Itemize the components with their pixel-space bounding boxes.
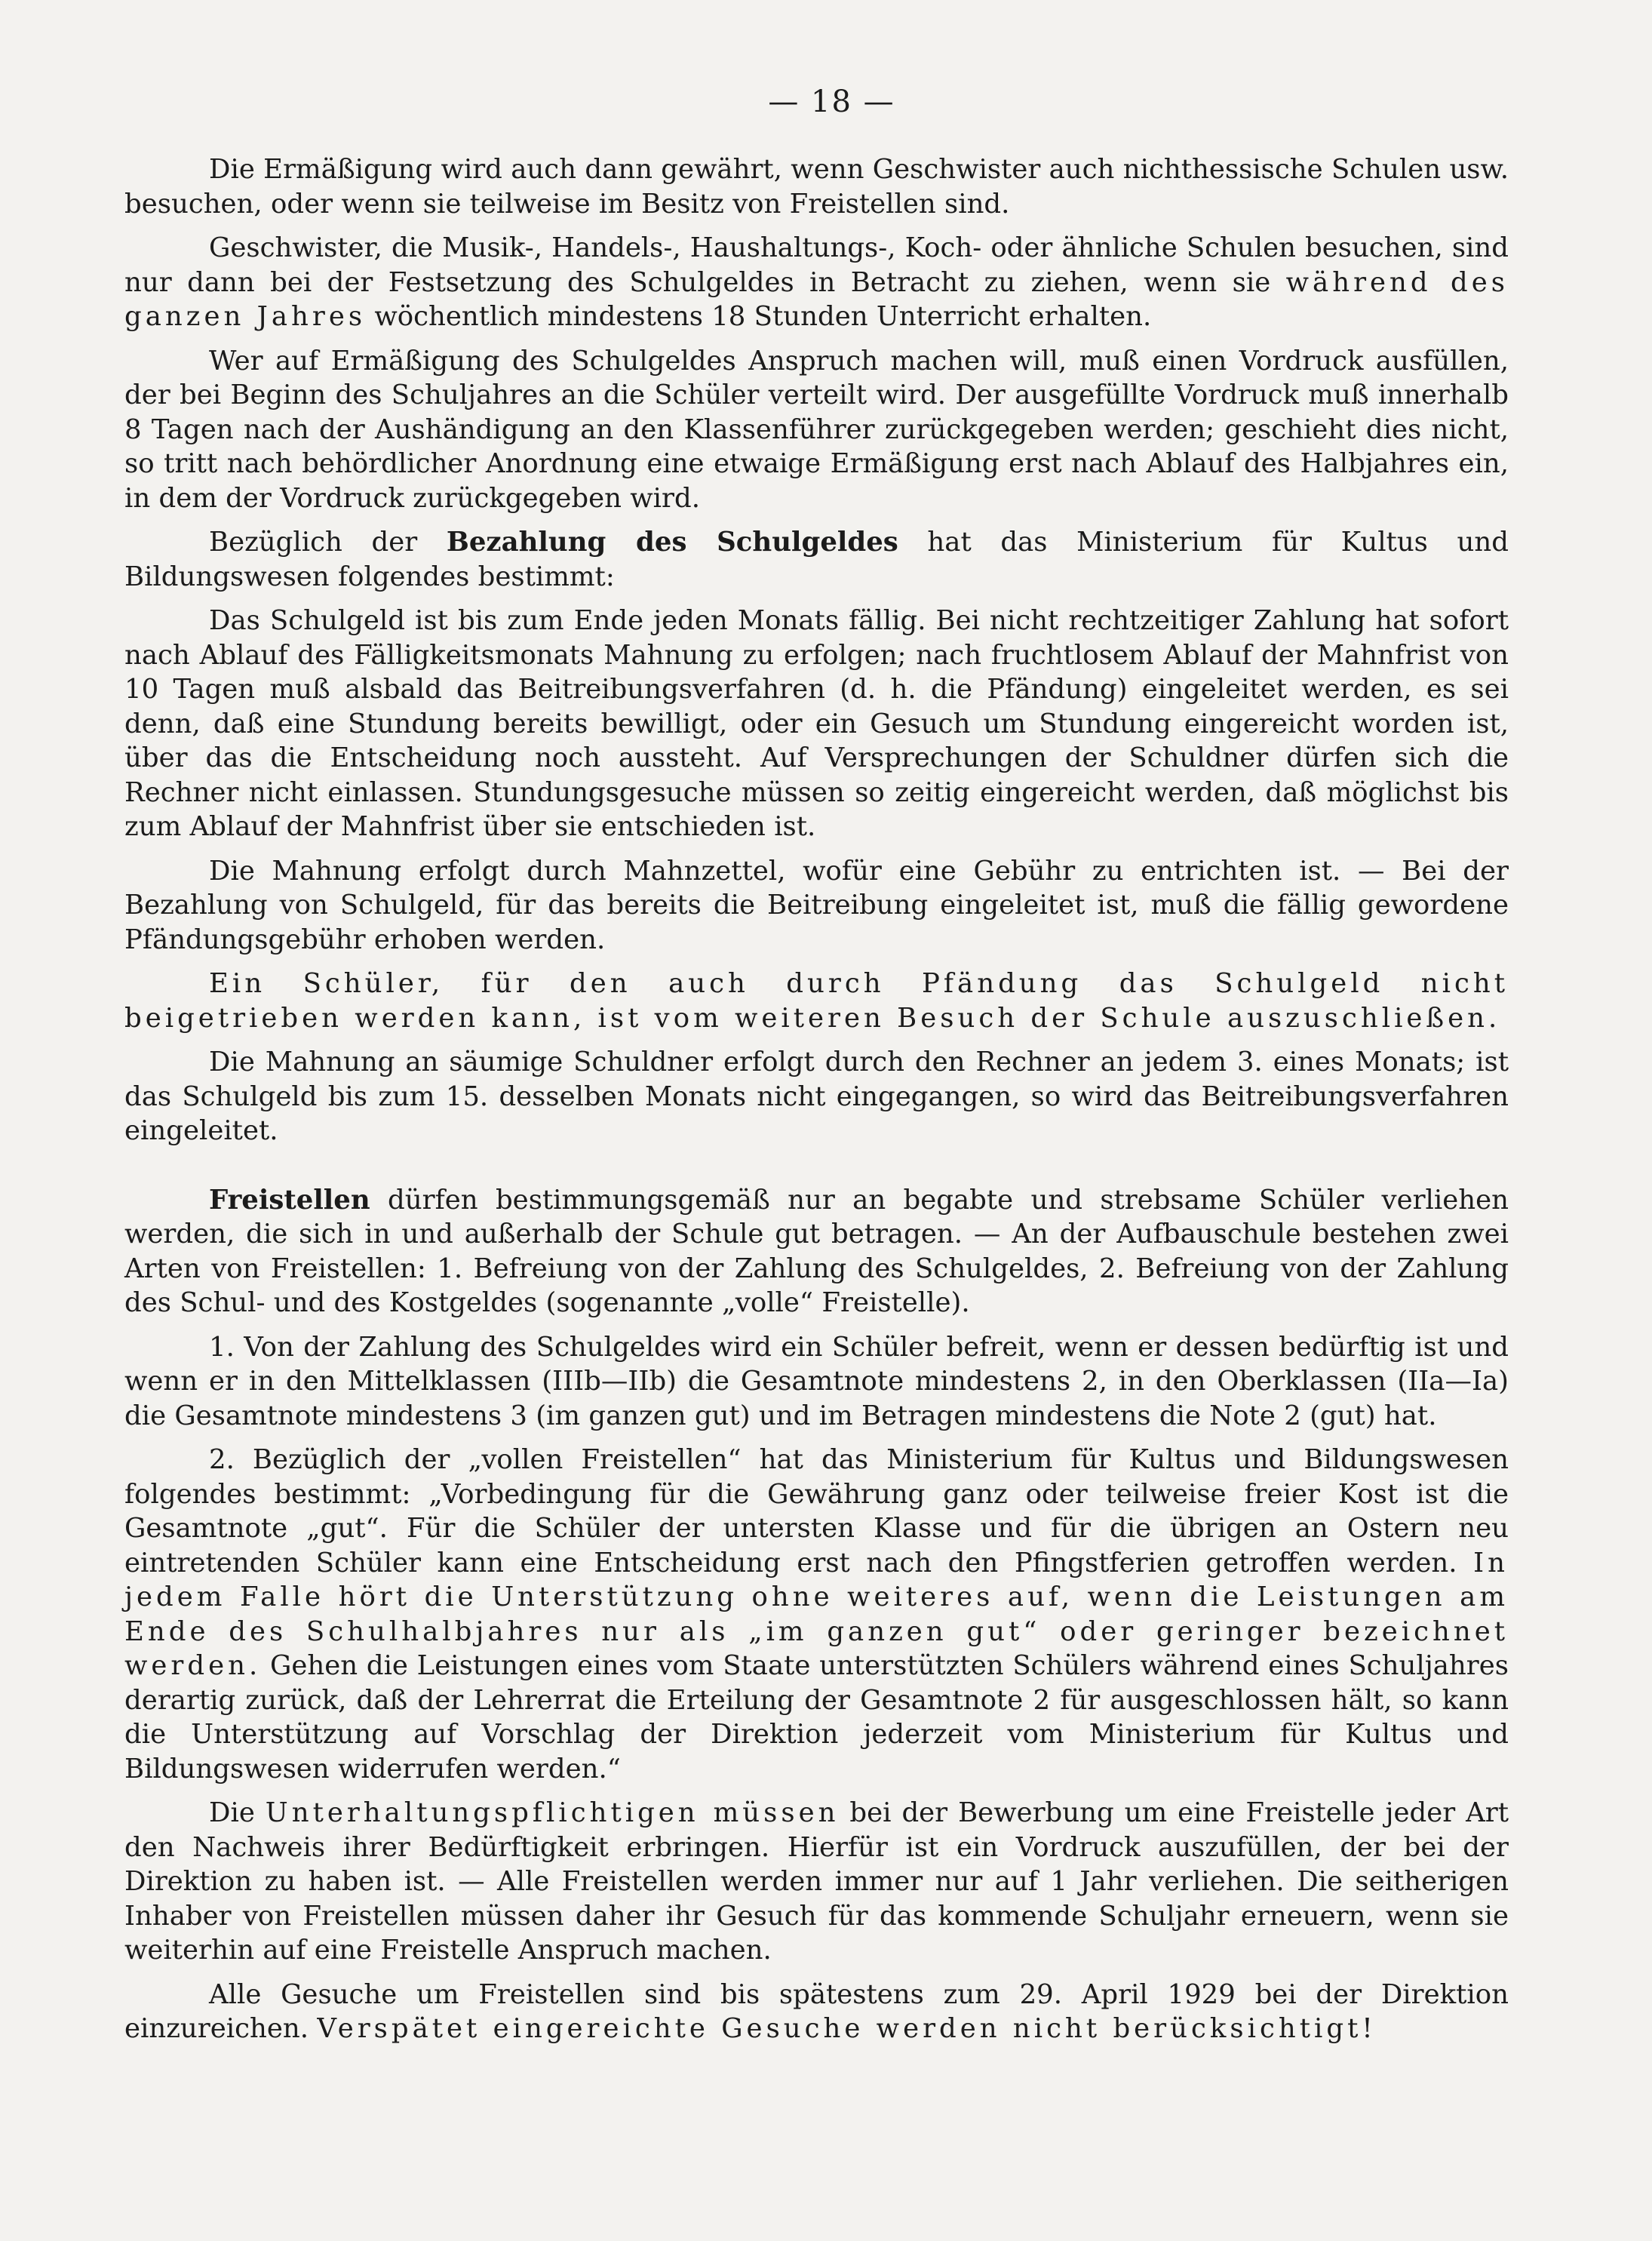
page-number: — 18 — <box>768 85 895 119</box>
text-run: Gehen die Leistungen eines vom Staate unterstützten Schülers während eines Schuljahres derartig zurück, daß der Lehrerrat die Erteilung der Gesamtnote 2 für ausgeschlossen hält, so kann die Unterstützung auf Vorschlag der Direktion jederzeit vom Ministerium für Kultus und Bildungswesen widerrufen werden.“ <box>124 1650 1509 1784</box>
paragraph-ermaessigung: Die Ermäßigung wird auch dann gewährt, wenn Geschwister auch nichthessische Schulen usw. besuchen, oder wenn sie teilweise im Besitz von Freistellen sind. <box>124 154 1509 220</box>
text-run: Geschwister, die Musik-, Handels-, Haushaltungs-, Koch- oder ähnliche Schulen besuchen, sind nur dann bei der Festsetzung des Schulgeldes in Betracht zu ziehen, wenn sie <box>124 232 1509 298</box>
text-run: wöchentlich mindestens 18 Stunden Unterricht erhalten. <box>366 301 1152 332</box>
bold-heading: Bezahlung des Schulgeldes <box>446 527 898 558</box>
emphasis-text: Unterhaltungspflichtigen müssen <box>265 1797 840 1828</box>
text-run: Bezüglich der <box>209 527 447 558</box>
paragraph-geschwister <box>124 231 1509 334</box>
paragraph-befreiung-schulgeld: 1. Von der Zahlung des Schulgeldes wird ein Schüler befreit, wenn er dessen bedürftig ist und wenn er in den Mittelklassen (IIIb—IIb) die Gesamtnote mindestens 2, in den Oberklassen (IIa—Ia) die Gesamtnote mindestens 3 (im ganzen gut) und im Betragen mindestens die Note 2 (gut) hat. <box>124 1331 1509 1431</box>
paragraph-gesuche <box>124 1978 1509 2046</box>
text-run: Alle Gesuche um Freistellen sind bis spätestens zum 29. April 1929 bei der Direktion einzureichen. <box>124 1978 1509 2044</box>
emphasis-text: während des ganzen Jahres <box>124 266 1509 332</box>
text-run: dürfen bestimmungsgemäß nur an begabte und strebsame Schüler verliehen werden, die sich in und außerhalb der Schule gut betragen. — An der Aufbauschule bestehen zwei Arten von Freistellen: 1. Befreiung von der Zahlung des Schulgeldes, 2. Befreiung von der Zahlung des Schul- und des Kostgeldes (sogenannte „volle“ Freistelle). <box>124 1184 1509 1318</box>
emphasis-text: In jedem Falle hört die Unterstützung ohne weiteres auf, wenn die Leistungen am Ende des Schulhalbjahres nur als „im ganzen gut“ oder geringer bezeichnet werden. <box>124 1547 1509 1681</box>
paragraph-mahnung: Die Mahnung erfolgt durch Mahnzettel, wofür eine Gebühr zu entrichten ist. — Bei der Bezahlung von Schulgeld, für das bereits die Beitreibung eingeleitet ist, muß die fällig gewordene Pfändungsgebühr erhoben werden. <box>124 855 1509 955</box>
paragraph-faelligkeit: Das Schulgeld ist bis zum Ende jeden Monats fällig. Bei nicht rechtzeitiger Zahlung hat sofort nach Ablauf des Fälligkeitsmonats Mahnung zu erfolgen; nach fruchtlosem Ablauf der Mahnfrist von 10 Tagen muß alsbald das Beitreibungsverfahren (d. h. die Pfändung) eingeleitet werden, es sei denn, daß eine Stundung bereits bewilligt, oder ein Gesuch um Stundung eingereicht worden ist, über das die Entscheidung noch aussteht. Auf Versprechungen der Schuldner dürfen sich die Rechner nicht einlassen. Stundungsgesuche müssen so zeitig eingereicht werden, daß möglichst bis zum Ablauf der Mahnfrist über sie entschieden ist. <box>124 605 1509 842</box>
text-run: hat das Ministerium für Kultus und Bildungswesen folgendes bestimmt: <box>124 527 1509 592</box>
text-run: Die <box>209 1797 266 1828</box>
paragraph-freistellen <box>124 1183 1509 1320</box>
paragraph-vordruck: Wer auf Ermäßigung des Schulgeldes Anspruch machen will, muß einen Vordruck ausfüllen, der bei Beginn des Schuljahres an die Schüler verteilt wird. Der ausgefüllte Vordruck muß innerhalb 8 Tagen nach der Aushändigung an den Klassenführer zurückgegeben werden; geschieht dies nicht, so tritt nach behördlicher Anordnung eine etwaige Ermäßigung erst nach Ablauf des Halbjahres ein, in dem der Vordruck zurückgegeben wird. <box>124 345 1509 514</box>
text-run: 2. Bezüglich der „vollen Freistellen“ hat das Ministerium für Kultus und Bildungswesen folgendes bestimmt: „Vorbedingung für die Gewährung ganz oder teilweise freier Kost ist die Gesamtnote „gut“. Für die Schüler der untersten Klasse und für die übrigen an Ostern neu eintretenden Schüler kann eine Entscheidung erst nach den Pfingstferien getroffen werden. <box>124 1444 1509 1579</box>
paragraph-volle-freistellen <box>124 1443 1509 1786</box>
bold-heading: Freistellen <box>209 1184 370 1216</box>
text-run: bei der Bewerbung um eine Freistelle jeder Art den Nachweis ihrer Bedürftigkeit erbringen. Hierfür ist ein Vordruck auszufüllen, der bei der Direktion zu haben ist. — Alle Freistellen werden immer nur auf 1 Jahr verliehen. Die seitherigen Inhaber von Freistellen müssen daher ihr Gesuch für das kommende Schuljahr erneuern, wenn sie weiterhin auf eine Freistelle Anspruch machen. <box>124 1797 1509 1966</box>
paragraph-bezahlung <box>124 525 1509 594</box>
paragraph-unterhaltungspflichtige <box>124 1796 1509 1968</box>
emphasis-text: Verspätet eingereichte Gesuche werden nicht berücksichtigt! <box>317 2013 1377 2044</box>
paragraph-ausschluss: Ein Schüler, für den auch durch Pfändung das Schulgeld nicht beigetrieben werden kann, ist vom weiteren Besuch der Schule auszuschließen. <box>124 968 1509 1034</box>
paragraph-saeumige-schuldner: Die Mahnung an säumige Schuldner erfolgt durch den Rechner an jedem 3. eines Monats; ist das Schulgeld bis zum 15. desselben Monats nicht eingegangen, so wird das Beitreibungsverfahren eingeleitet. <box>124 1047 1509 1146</box>
